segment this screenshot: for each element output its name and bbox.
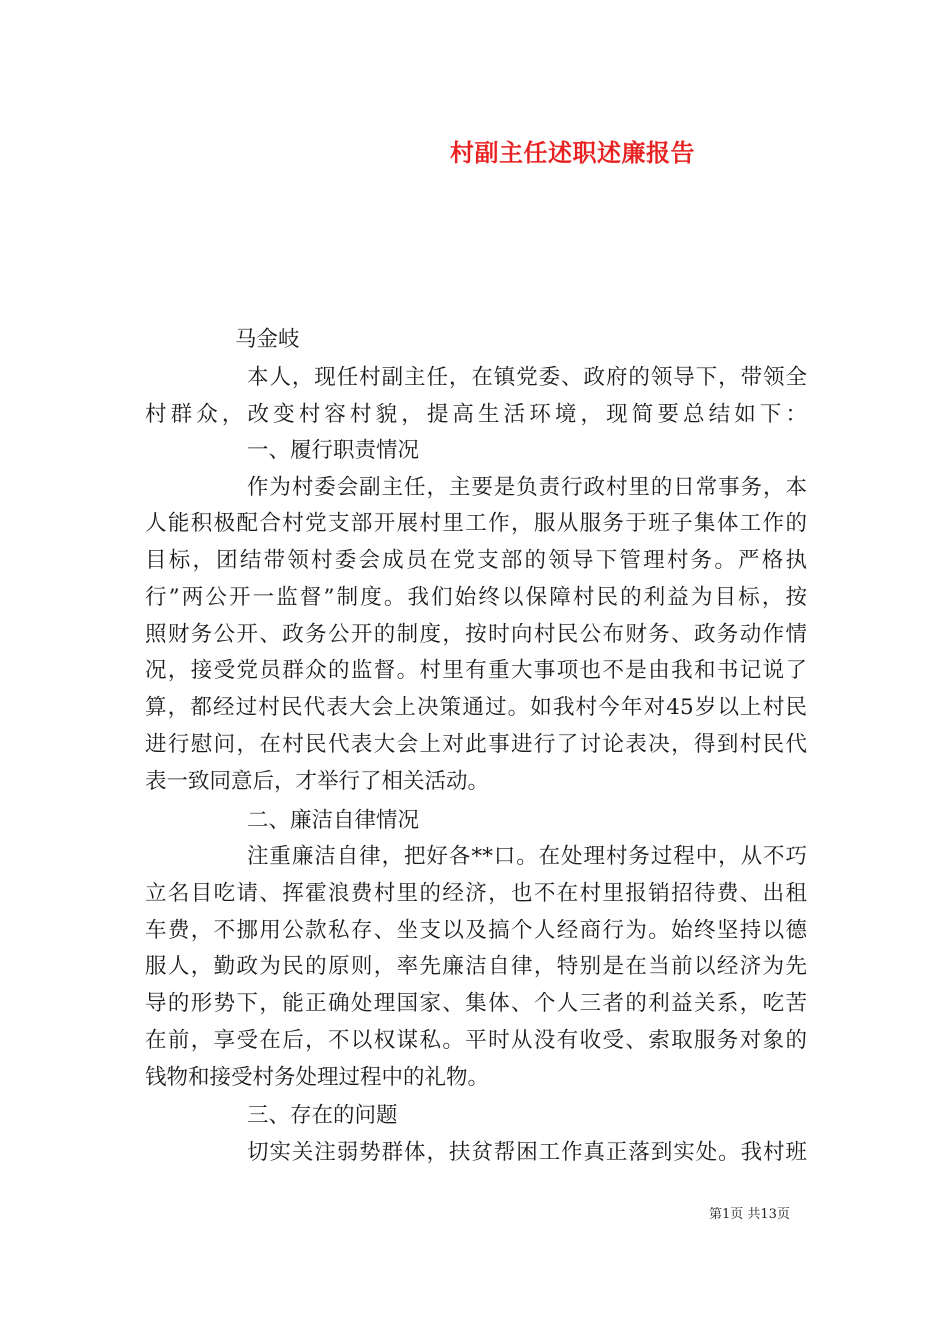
paragraph-line: 在前，享受在后，不以权谋私。平时从没有收受、索取服务对象的 (145, 1028, 807, 1053)
section-heading: 三、存在的问题 (247, 1103, 398, 1128)
paragraph-line: 照财务公开、政务公开的制度，按时向村民公布财务、政务动作情 (145, 622, 807, 647)
paragraph-line: 切实关注弱势群体，扶贫帮困工作真正落到实处。我村班 (247, 1140, 807, 1165)
paragraph-line: 行”两公开一监督”制度。我们始终以保障村民的利益为目标，按 (145, 585, 807, 610)
paragraph-line: 人能积极配合村党支部开展村里工作，服从服务于班子集体工作的 (145, 511, 807, 536)
paragraph-line: 服人，勤政为民的原则，率先廉洁自律，特别是在当前以经济为先 (145, 954, 807, 979)
section-heading: 二、廉洁自律情况 (247, 808, 420, 833)
paragraph-line: 注重廉洁自律，把好各**口。在处理村务过程中，从不巧 (247, 844, 807, 869)
paragraph-line: 车费，不挪用公款私存、坐支以及搞个人经商行为。始终坚持以德 (145, 918, 807, 943)
paragraph-line: 钱物和接受村务处理过程中的礼物。 (145, 1065, 490, 1090)
paragraph-line: 况，接受党员群众的监督。村里有重大事项也不是由我和书记说了 (145, 658, 807, 683)
paragraph-line: 表一致同意后，才举行了相关活动。 (145, 769, 490, 794)
paragraph-line: 目标，团结带领村委会成员在党支部的领导下管理村务。严格执 (145, 548, 807, 573)
paragraph-line: 村群众，改变村容村貌，提高生活环境，现简要总结如下： (145, 402, 807, 427)
paragraph-line: 算，都经过村民代表大会上决策通过。如我村今年对45岁以上村民 (145, 695, 807, 720)
paragraph-line: 导的形势下，能正确处理国家、集体、个人三者的利益关系，吃苦 (145, 991, 807, 1016)
page-number: 第1页 共13页 (709, 1207, 790, 1222)
section-heading: 一、履行职责情况 (247, 438, 420, 463)
paragraph-line: 本人，现任村副主任，在镇党委、政府的领导下，带领全 (247, 365, 807, 390)
paragraph-line: 进行慰问，在村民代表大会上对此事进行了讨论表决，得到村民代 (145, 732, 807, 757)
paragraph-line: 立名目吃请、挥霍浪费村里的经济，也不在村里报销招待费、出租 (145, 881, 807, 906)
document-title: 村副主任述职述廉报告 (450, 138, 695, 167)
paragraph-line: 作为村委会副主任，主要是负责行政村里的日常事务，本 (247, 475, 807, 500)
author-name: 马金岐 (235, 327, 300, 352)
